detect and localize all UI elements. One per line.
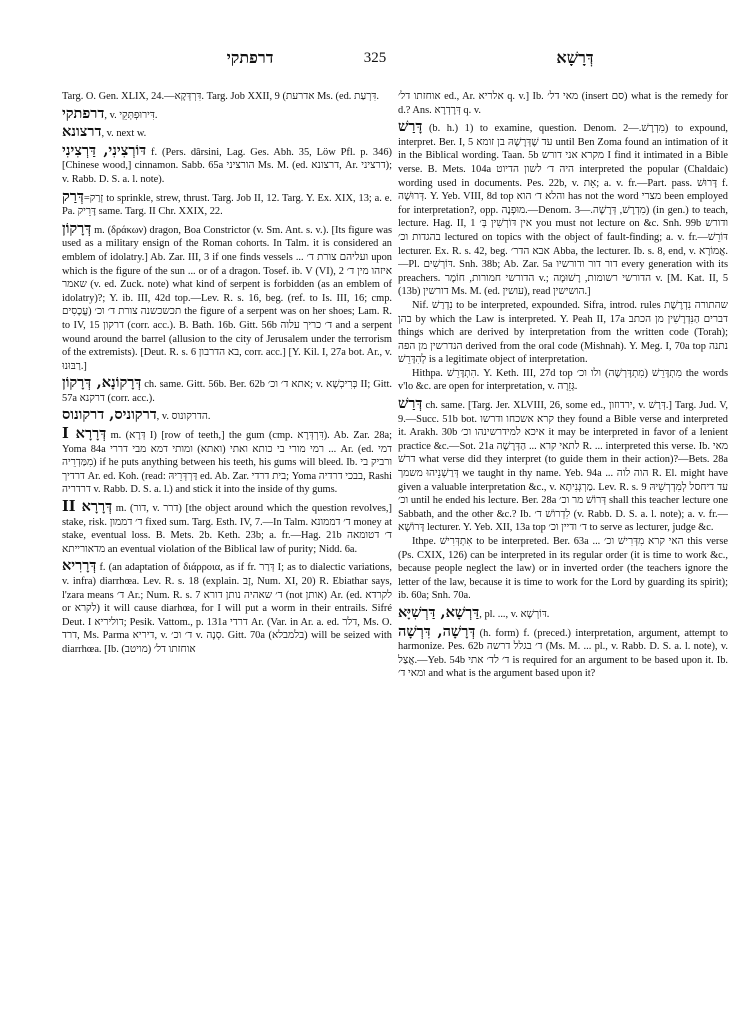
entry-body: m. (דְּרָא I) [row of teeth,] the gum (cmp. דִּרְדְּרָא). Ab. Zar. 28a; Yoma 84a רמי מורי בי כותא ואתי (ואתא) ומותי דמא מבי דררי ... Ar. (ed. דמי מִמַּדְרֵיה) if he puts anything between his teeth, his gums will bleed. Ib. ורביק בי דרדיך Ar. ed. Koh. (read: דַּרְדְּרֵיהּ ed. Ab. Zar. בית דרדי; Yoma בבכי דרדיה, Rashi דרדריה v. Rabb. D. S. a. l.) and stick it into the inside of thy gums.	[62, 430, 392, 496]
entry-headword: דְּרַק	[62, 187, 84, 205]
dictionary-entry	[62, 187, 392, 219]
dictionary-entry	[62, 125, 392, 141]
entry-subparagraph	[398, 299, 728, 367]
entry-body: , v. דִּירוּפְתְּקֵי.	[104, 109, 158, 121]
entry-headword: דְּרָקוֹן	[62, 219, 92, 237]
entry-headword: דַּרְשָׁא, דַּרְשִׁיָּא	[398, 603, 480, 621]
dictionary-entry	[398, 120, 728, 299]
entry-body: Nif. נִדְרַשׁ to be interpreted, expounded. Sifra, introd. rules שהתורה נִדְרֶשֶׁת בהן by which the Law is interpreted. Y. Peah II, 17a דברים הַנִּדְרָשִׁין מן הכתב things which are derived by interpretation from the written code (Torah); הנדרשין מן הפה derived from the oral code (Mishnah). Y. Meg. I, 70a top נתנה לְהִדָּרֵשׁ is a legitimate object of interpretation.	[398, 299, 728, 366]
entry-body: , pl. ..., v. דּוֹרְשָׁא.	[479, 608, 550, 620]
entry-body: Ithpe. אִתְדְּרִישׁ to be interpreted. Ber. 63a ... האי קרא מִדְּרִישׁ וכ׳ this verse (Ps. CXIX, 126) can be interpreted in its regular order (it is time to work &c., because people neglect the law) or in inverted order (the teachers ignore the letter of the law, because it is time to work for the Lord by guarding its spirit); ib. 60a; Snh. 70a.	[398, 536, 728, 602]
entry-headword: דְּרָרָא I	[62, 425, 107, 443]
entry-body: m. (δράκων) dragon, Boa Constrictor (v. Sm. Ant. s. v.). [Its figure was used as a military ensign of the Roman cohorts. In Talm. it is considered an emblem of idolatry.] Ab. Zar. III, 3 if one finds vessels ... ועליהם צורת ד׳ upon which is the figure of the sun ... or of a dragon. Tosef. ib. V (VI), 2 איזהו מין ד׳ שאמר (v. ed. Zuck. note) what kind of serpent is forbidden (as an emblem of idolatry)?; Y. ib. III, 42d top.—Lev. R. s. 16, beg. (ref. to Is. III, 16; cmp. עֲכָסִים) תכשכשנה צורת ד׳ וכ׳ the figure of a serpent was on her shoes; Lam. R. to IV, 15 דרקון (corr. acc.). B. Bath. 16b. Gitt. 56b ד׳ כריך עלוה and a serpent wound around the barrel (allusion to the city of Jerusalem under the terrorism of the extremists). [Deut. R. s. 6 בא הדרבון, corr. acc.] [Y. Kil. I, 27a bot. Ar., v. רַבּוּנוּ.]	[62, 224, 392, 372]
entry-body: ch. same. Gitt. 56b. Ber. 62b אתא ד׳ וכ׳; v. כְּרִיכְשָׁא II; Gitt. 57a דרקנא (corr. acc.).	[62, 379, 392, 404]
dictionary-entry	[62, 141, 392, 187]
continued-text	[62, 90, 392, 104]
running-title-right: דְּרָשָׁא	[556, 50, 594, 67]
entry-body: (b. h.) 1) to examine, question. Denom. מִדְרָשׁ.—2) to expound, interpret. Ber. I, 5 עד שֶׁדְּרָשָׁהּ בן זומא until Ben Zoma found an intimation of it in the Biblical wording. Taan. 5b מקרא אני דורש I find it intimated in a Bible verse. B. Mets. 104a היה ד׳ לשון הדיוט interpreted the popular (Chaldaic) wording used in documents. Pes. 22b, v. אֵת; a. v. fr.—Part. pass. דָּרוּשׁ f. דְּרוּשָׁה. Y. Yeb. VIII, 8d top והלא ד׳ הוא has not the word מצרי been employed for interpretation?, opp. מוּפְנֶה.—Denom. מִדְרָשׁ, דְּרָשָׁה.—3) (in gen.) to teach, lecture. Hag. II, 1 אין דּוֹרְשִׁין בְּ׳ you must not lecture on &c. Snh. 99b ודורש בהגדות וכ׳ lectured on topics with the object of fault-finding; a. v. fr.—דּוֹרֵשׁ lecturer. Ex. R. s. 42, beg. אבא הדר׳ Abba, the lecturer. Ib. s. 8, end, v. אֲמוֹרָא.—Pl. דּוֹרְשִׁים. Snh. 38b; Ab. Zar. 5a דור דור ודורשיו every generation with its preachers. הדורשי חמורות, חוֹמֶר v.; הדורשי רשומות, רָשׁוּמָה v. [M. Kat. II, 5 (13b) דורשין Ms. M. (ed. עושין), read הושישין.]	[398, 123, 728, 298]
entry-body: m. (דור, v. דרר) [the object around which the question revolves,] stake, risk. ד׳ דממון fixed sum. Targ. Esth. IV, 7.—In Talm. ד׳ דממונא money at stake, eventual loss. B. Mets. 2b. Keth. 23b; a. fr.—Hag. 21b ד׳ דטומאה מדאורייתא an eventual violation of the Biblical law of purity; Nidd. 6a.	[62, 503, 392, 555]
entry-headword: דְּרָרִיא	[62, 557, 97, 575]
entry-body: f. (an adaptation of διάρροια, as if fr. דְּרַר I; as to dialectic variations, v. infra) diarrhœa. Lev. R. s. 18 (explain. זָב, Num. XI, 20) R. Ebiathar says, l'zara means ד׳ Ar.; Num. R. s. 7 ד׳ שאהיה נותן דורא (not אותן) Ar. (ed. לקרדא or לקרא) it will cause diarhœa, for I will put a worm in their entrails. Sifré Deut. I דוליריא; Pesik. Vattom., p. 131a דרדי Ar. (Var. in Ar. a. ed. דלר, Ms. O. דרד, Ms. Parma דיריא, v. ד׳ וכ׳ v. סְנָה. Gitt. 70a (בלמבלא) will be seized with diarrhœa. [Ib. (מויטב) אוחזתו דל׳	[62, 562, 392, 655]
entry-headword: דרצונא	[62, 123, 102, 141]
entry-headword: דְּרָקוֹנָא, דְּרָקוֹן	[62, 374, 142, 392]
continued-text	[398, 90, 728, 117]
dictionary-entry	[62, 559, 392, 656]
entry-body: , v. הדרקונוס.	[156, 411, 211, 423]
dictionary-entry	[398, 603, 728, 622]
dictionary-entry	[62, 408, 392, 424]
entry-headword: דרקוניס, דרקונוס	[62, 406, 157, 424]
entry-body: אוחזתו דל׳ ed., Ar. אלריא q. v.] Ib. מאי דל׳ (insert סם) what is the remedy for d.? Ans. דְּרָדְרָא q. v.	[398, 91, 728, 116]
entry-headword: דְּרָרָא II	[62, 498, 113, 516]
running-title-left: דרפתקי	[226, 50, 274, 67]
entry-headword: דְּרָשָׁה, דִּרְשָׁה	[398, 622, 476, 640]
entry-headword: דְּרַשׁ	[398, 395, 423, 413]
dictionary-entry	[398, 397, 728, 535]
entry-subparagraph	[398, 367, 728, 394]
entry-headword: דָּרַשׁ	[398, 118, 423, 136]
entry-body: f. (Pers. dârsini, Lag. Ges. Abh. 35, Löw Pfl. p. 346) [Chinese wood,] cinnamon. Sabb. 65a הורציני Ms. M. (ed. דרצונא, Ar. דרציני); v. Rabb. D. S. a. l. note).	[62, 146, 392, 185]
entry-body: Hithpa. הִתְדָּרֵשׁ. Y. Keth. III, 27d top מִתְדָּרֵשׁ (מִתְדָּרְשָׁה) ולו וכ׳ the words v'lo &c. are open for interpretation, v. גְּזֵרָה.	[398, 367, 728, 393]
dictionary-entry	[62, 219, 392, 374]
entry-subparagraph	[398, 535, 728, 603]
page-number: 325	[363, 50, 387, 66]
dictionary-entry	[62, 104, 392, 123]
entry-body: =זְרַק to sprinkle, strew, thrust. Targ. Job II, 12. Targ. Y. Ex. XIX, 13; a. e. Pa. דָּרֵיק same. Targ. II Chr. XXIX, 22.	[62, 192, 392, 218]
entry-headword: דרפתקי	[62, 104, 105, 122]
right-column	[398, 90, 728, 1010]
dictionary-entry	[62, 500, 392, 556]
left-column	[62, 90, 392, 1010]
entry-body: , v. next w.	[101, 128, 147, 140]
dictionary-entry	[62, 376, 392, 405]
entry-body: Targ. O. Gen. XLIX, 24.—דִּרְדְּקָא. Targ. Job XXII, 9 (אדרעת Ms. (ed. דִּרְעַת.	[62, 91, 379, 102]
entry-body: ch. same. [Targ. Jer. XLVIII, 26, some ed., ירדוזון, v. דְּרַשׁ.] Targ. Jud. V, 9.—Succ. 51b bot. קרא אשכחו ודרשו they found a Bible verse and interpreted it. Arakh. 30b איכא למידרשינהו וכ׳ it may be interpreted in favor of a lenient practice &c.—Sot. 21a לתאי קרא ... הַדְּרָשָׁה R. ... interpreted this verse. Ib. מאי דרשׁ what verse did they interpret (to guide them in their action)?—Bets. 28a דְּרַשְׁנֵיהוּ משמך we taught in thy name. Yeb. 94a ... הוה לוה R. El. might have given a valuable interpretation &c., v. מַרְגְּנִיתָא. Lev. R. s. 9 עד דיחסל לְמִדְרְשֵׁיהּ וכ׳ until he ended his lecture. Ber. 28a דְּרוֹשׁ מר וכ׳ shall this teacher lecture one Sabbath, and the other &c.? Ib. לִדְרוֹשׁ ד׳ (v. Rabb. D. S. a. l. note); a. v. fr.—דָּרוֹשָׁא lecturer. Y. Yeb. XII, 13a top ד׳ ודיין וכ׳ to serve as lecturer, judge &c.	[398, 400, 728, 534]
entry-headword: דּוֹרְצִינִי, דַּרְצִינִי	[62, 141, 147, 159]
dictionary-entry	[62, 427, 392, 497]
entry-body: (h. form) f. (preced.) interpretation, argument, attempt to harmonize. Pes. 62b ד׳ בגלל דרשה (Ms. M. ... pl., v. Rabb. D. S. a. l. note), v. אֲצַל.—Yeb. 54b ד׳ לד׳ אתי is required for an argument to be based upon it. Ib. ומאי ד׳ and what is the argument based upon it?	[398, 627, 728, 680]
dictionary-entry	[398, 622, 728, 681]
